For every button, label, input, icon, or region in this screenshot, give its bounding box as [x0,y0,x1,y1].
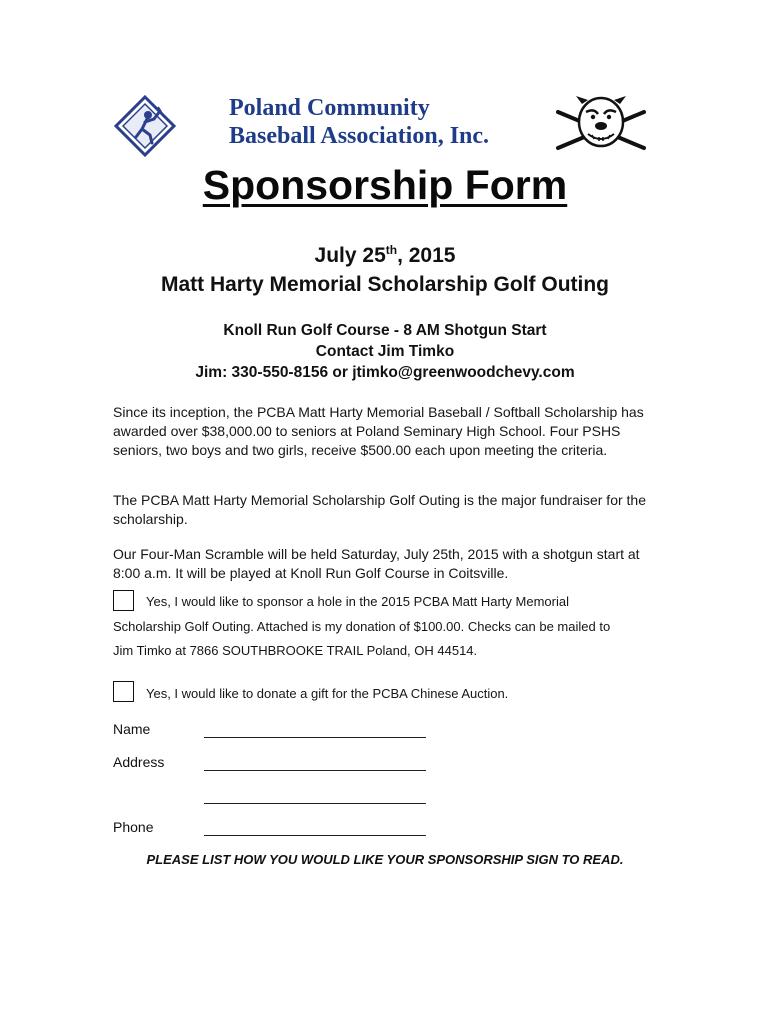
address-field-line2[interactable] [204,785,426,804]
donate-gift-text: Yes, I would like to donate a gift for the PCBA Chinese Auction. [146,686,509,701]
contact-person-line: Contact Jim Timko [315,343,455,360]
sponsor-hole-text-line3: Jim Timko at 7866 SOUTHBROOKE TRAIL Poland, OH 44514. [113,643,478,658]
sponsor-hole-text-line1: Yes, I would like to sponsor a hole in the 2015 PCBA Matt Harty Memorial [146,594,569,609]
donate-gift-checkbox[interactable] [113,681,134,702]
name-label: Name [113,721,151,737]
address-field-line1[interactable] [204,752,426,771]
phone-label: Phone [113,819,154,835]
scramble-paragraph: Our Four-Man Scramble will be held Saturday, July 25th, 2015 with a shotgun start at 8:00 a.m. It will be played at Knoll Run Golf Course in Coitsville. [113,546,640,581]
fundraiser-paragraph: The PCBA Matt Harty Memorial Scholarship Golf Outing is the major fundraiser for the scholarship. [113,492,646,527]
name-field[interactable] [204,719,426,738]
sponsorship-sign-instruction: PLEASE LIST HOW YOU WOULD LIKE YOUR SPONSORSHIP SIGN TO READ. [146,852,624,867]
event-date-suffix: th [385,243,398,257]
org-name-line1: Poland Community [229,95,430,121]
event-date [0,243,770,269]
event-name: Matt Harty Memorial Scholarship Golf Outing [160,273,610,296]
contact-block [0,320,770,383]
form-title [0,160,770,210]
bulldog-crossed-bats-logo-icon [552,90,650,156]
sponsor-hole-checkbox[interactable] [113,590,134,611]
organization-name [229,94,549,150]
form-title-text: Sponsorship Form [202,162,568,208]
course-line: Knoll Run Golf Course - 8 AM Shotgun Start [223,322,547,339]
contact-phone-email-line: Jim: 330-550-8156 or jtimko@greenwoodchevy.com [195,364,575,381]
scholarship-paragraph: Since its inception, the PCBA Matt Harty Memorial Baseball / Softball Scholarship has awarded over $38,000.00 to seniors at Poland Seminary High School. Four PSHS seniors, two boys and two girls, receive $500.00 each upon meeting the criteria. [113,404,644,458]
phone-field[interactable] [204,817,426,836]
event-date-main: July 25 [314,244,386,267]
address-label: Address [113,754,165,770]
sponsor-hole-text-line2: Scholarship Golf Outing. Attached is my donation of $100.00. Checks can be mailed to [113,619,611,634]
org-name-line2: Baseball Association, Inc. [229,123,490,149]
pcba-diamond-logo-icon [114,95,176,157]
event-date-year: , 2015 [397,244,456,267]
